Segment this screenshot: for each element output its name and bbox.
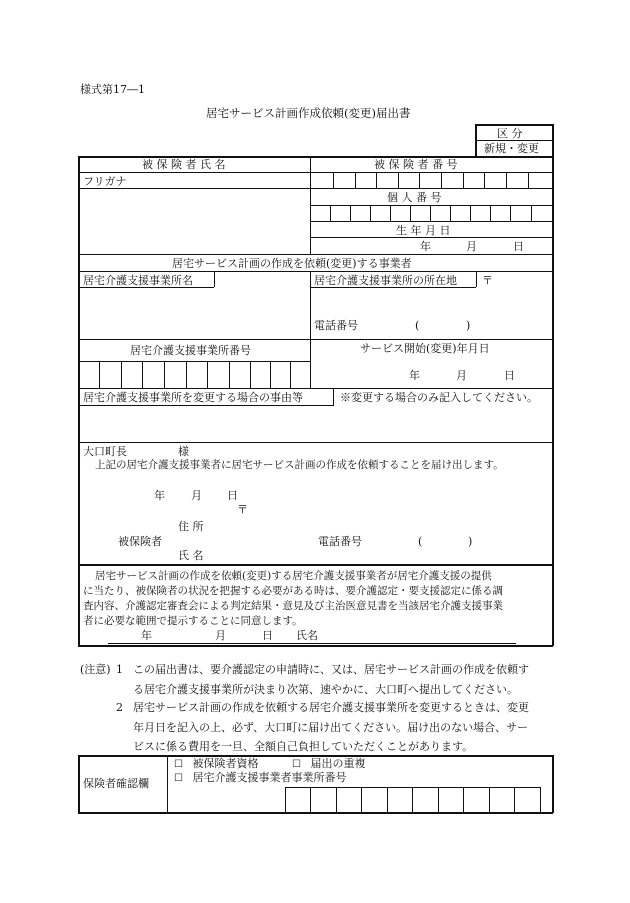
addressee: 大口町長 xyxy=(83,445,127,458)
applicant-phone-paren-open: ( xyxy=(418,535,423,548)
consent-line-3: 査内容、介護認定審査会による判定結果・意見及び主治医意見書を当該居宅介護支援事業 xyxy=(83,600,503,612)
form-number: 様式第17―1 xyxy=(80,83,145,96)
consent-name-label: 氏名 xyxy=(296,629,318,642)
phone-label: 電話番号 xyxy=(314,319,358,332)
insurer-check-label: 保険者確認欄 xyxy=(83,777,149,790)
decl-month-unit: 月 xyxy=(191,489,202,502)
applicant-address-label: 住 所 xyxy=(178,520,204,533)
applicant-postal-mark: 〒 xyxy=(237,503,248,516)
kubun-label: 区 分 xyxy=(497,127,523,140)
applicant-phone-label: 電話番号 xyxy=(318,535,362,548)
service-day-unit: 日 xyxy=(504,369,515,382)
checkbox-icon: ☐ xyxy=(292,759,301,770)
checkbox-icon: ☐ xyxy=(174,759,183,770)
applicant-address-field[interactable] xyxy=(212,518,542,532)
consent-line-1: 居宅サービス計画の作成を依頼(変更)する居宅介護支援事業者が居宅介護支援の提供 xyxy=(95,570,492,582)
insured-name-field[interactable] xyxy=(79,189,309,253)
applicant-name-field[interactable] xyxy=(212,547,542,561)
consent-day-unit: 日 xyxy=(262,629,273,642)
checkbox-icon: ☐ xyxy=(174,773,183,784)
consent-month-unit: 月 xyxy=(215,629,226,642)
birth-month-unit: 月 xyxy=(466,240,477,253)
provider-name-label: 居宅介護支援事業所名 xyxy=(83,274,193,287)
note-2-line-3: ビスに係る費用を一旦、全額自己負担していただくことがあります。 xyxy=(133,740,474,753)
page-title: 居宅サービス計画作成依頼(変更)届出書 xyxy=(206,106,411,120)
change-reason-note: ※変更する場合のみ記入してください。 xyxy=(340,391,538,404)
provider-section-header: 居宅サービス計画の作成を依頼(変更)する事業者 xyxy=(172,257,412,270)
consent-line-4: 者に必要な範囲で提示することに同意します。 xyxy=(83,615,303,627)
furigana-label: フリガナ xyxy=(83,175,127,188)
applicant-phone-paren-close: ) xyxy=(468,535,473,548)
consent-year-unit: 年 xyxy=(141,629,152,642)
notes-label: (注意) xyxy=(80,663,111,676)
change-reason-field[interactable] xyxy=(79,407,551,441)
note-1-line-2: る居宅介護支援事業所が決まり次第、速やかに、大口町へ提出してください。 xyxy=(133,683,518,696)
service-start-label: サービス開始(変更)年月日 xyxy=(360,342,490,355)
note-1-line-1: この届出書は、要介護認定の申請時に、又は、居宅サービス計画の作成を依頼す xyxy=(133,663,529,676)
check-label: 居宅介護支援事業者事業所番号 xyxy=(192,771,347,784)
check-provider-number[interactable] xyxy=(174,772,346,784)
note-2-line-2: 年月日を記入の上、必ず、大口町に届け出てください。届け出のない場合、サー xyxy=(133,721,529,734)
check-insured-status[interactable] xyxy=(174,758,258,770)
birth-year-unit: 年 xyxy=(420,240,431,253)
service-month-unit: 月 xyxy=(456,369,467,382)
note-2-number: 2 xyxy=(116,701,123,714)
insured-number-header: 被 保 険 者 番 号 xyxy=(374,158,458,171)
declaration-text: 上記の居宅介護支援事業者に居宅サービス計画の作成を依頼することを届け出します。 xyxy=(95,459,504,471)
provider-address-field[interactable] xyxy=(311,289,551,315)
birthdate-label: 生 年 月 日 xyxy=(396,224,451,237)
applicant-label: 被保険者 xyxy=(118,535,162,548)
change-reason-label: 居宅介護支援事業所を変更する場合の事由等 xyxy=(83,391,303,404)
provider-name-field[interactable] xyxy=(79,289,309,338)
kubun-value[interactable]: 新規・変更 xyxy=(484,142,539,155)
service-year-unit: 年 xyxy=(409,369,420,382)
insured-name-header: 被 保 険 者 氏 名 xyxy=(142,158,226,171)
check-duplicate-filing[interactable] xyxy=(292,758,365,770)
check-label: 届出の重複 xyxy=(310,757,366,770)
provider-number-label: 居宅介護支援事業所番号 xyxy=(130,344,251,357)
personal-number-label: 個 人 番 号 xyxy=(387,191,442,204)
applicant-name-label: 氏 名 xyxy=(178,549,204,562)
honorific: 様 xyxy=(178,445,189,458)
consent-line-2: に当たり、被保険者の状況を把握する必要がある時は、要介護認定・要支援認定に係る調 xyxy=(83,585,503,597)
decl-year-unit: 年 xyxy=(154,489,165,502)
birth-day-unit: 日 xyxy=(513,240,524,253)
postal-mark: 〒 xyxy=(482,274,493,287)
check-label: 被保険者資格 xyxy=(192,757,259,770)
phone-paren-close: ) xyxy=(466,319,471,332)
decl-day-unit: 日 xyxy=(227,489,238,502)
note-2-line-1: 居宅サービス計画の作成を依頼する居宅介護支援事業所を変更するときは、変更 xyxy=(133,701,529,714)
provider-address-label: 居宅介護支援事業所の所在地 xyxy=(314,274,457,287)
note-1-number: 1 xyxy=(116,663,123,676)
phone-paren-open: ( xyxy=(415,319,420,332)
